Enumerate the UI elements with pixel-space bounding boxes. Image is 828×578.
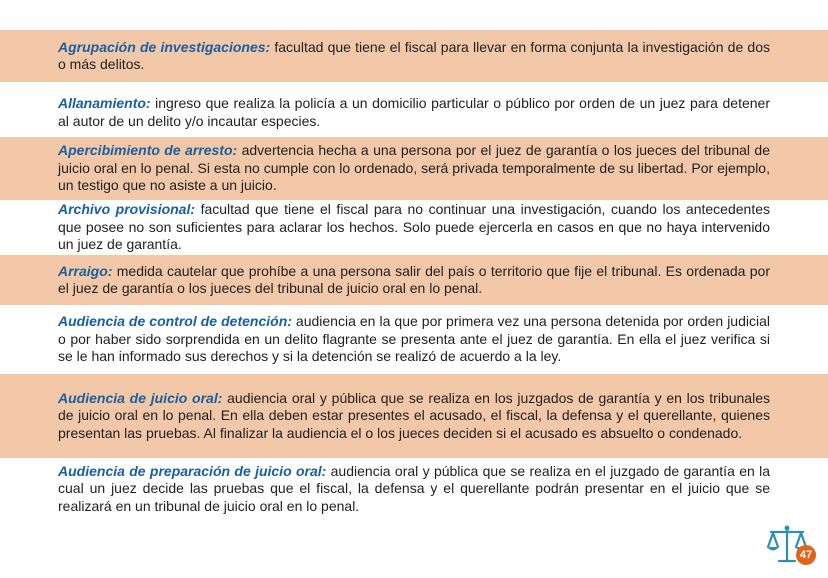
entry-definition: audiencia oral y pública que se realiza en los juzgados de garantía y en los tribunales de juicio oral en lo penal. En ella deben estar presentes el acusado, el fiscal, la defensa y el querellante, quienes presentan las pruebas. Al finalizar la audiencia el o los jueces deciden si el acusado es absuelto o condenado.: [58, 389, 770, 441]
entry-definition: facultad que tiene el fiscal para no continuar una investigación, cuando los antecedentes que posee no son suficientes para aclarar los hechos. Solo puede ejercerla en casos en que no haya intervenido un juez de garantía.: [58, 201, 770, 253]
entry-term: Audiencia de preparación de juicio oral:: [58, 462, 327, 479]
entry-term: Agrupación de investigaciones:: [58, 38, 271, 55]
entry-definition: audiencia oral y pública que se realiza en el juzgado de garantía en la cual un juez decide las pruebas que el fiscal, la defensa y el querellante podrán presentar en el juicio que se realizará en un tribunal de juicio oral en lo penal.: [58, 462, 770, 514]
entry-term: Apercibimiento de arresto:: [58, 142, 238, 159]
glossary-list: [0, 30, 828, 520]
entry-definition: ingreso que realiza la policía a un domicilio particular o público por orden de un juez para detener al autor de un delito y/o incautar especies.: [58, 95, 770, 129]
glossary-entry: [0, 255, 828, 305]
entry-definition: facultad que tiene el fiscal para llevar en forma conjunta la investigación de dos o más delitos.: [58, 38, 770, 72]
glossary-entry: [0, 137, 828, 200]
entry-term: Audiencia de control de detención:: [58, 313, 292, 330]
glossary-entry: [0, 305, 828, 374]
entry-definition: audiencia en la que por primera vez una persona detenida por orden judicial o por haber sido sorprendida en un delito flagrante se presenta ante el juez de garantía. En ella el juez verifica si se le han informado sus derechos y si la detención se realizó de acuerdo a la ley.: [58, 313, 770, 365]
entry-term: Audiencia de juicio oral:: [58, 389, 223, 406]
glossary-entry: [0, 96, 828, 129]
entry-definition: advertencia hecha a una persona por el juez de garantía o los jueces del tribunal de juicio oral en lo penal. Si esta no cumple con lo ordenado, será privada temporalmente de su libertad. Por ejemplo, un testigo que no asiste a un juicio.: [58, 142, 770, 194]
entry-term: Arraigo:: [58, 262, 113, 279]
entry-term: Archivo provisional:: [58, 201, 196, 218]
entry-term: Allanamiento:: [58, 95, 151, 112]
glossary-entry: [0, 374, 828, 458]
entry-definition: medida cautelar que prohíbe a una persona salir del país o territorio que fije el tribunal. Es ordenada por el juez de garantía o los jueces del tribunal de juicio oral en lo penal.: [58, 262, 770, 296]
page-number: 47: [796, 545, 816, 565]
glossary-entry: [0, 30, 828, 82]
glossary-entry: [0, 458, 828, 520]
glossary-entry: [0, 200, 828, 255]
